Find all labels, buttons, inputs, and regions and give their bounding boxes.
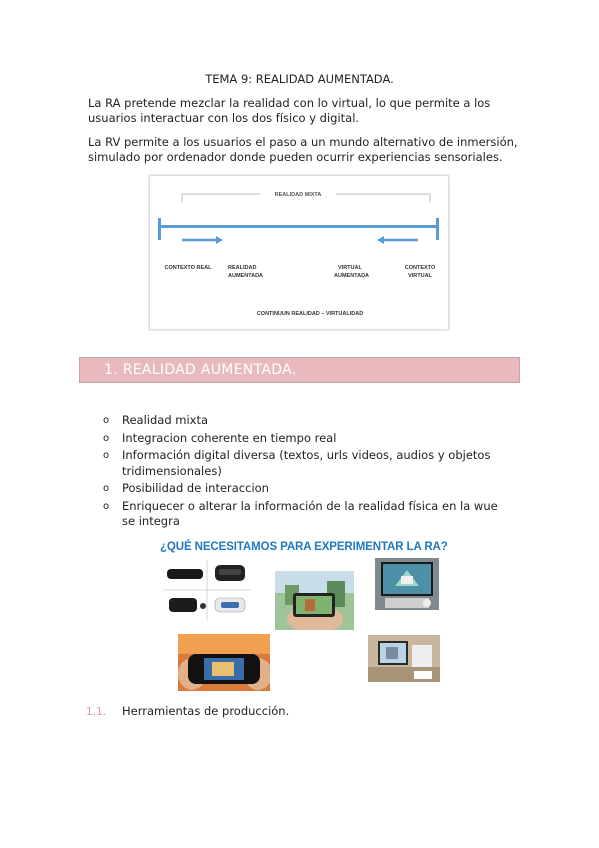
desk-monitor-svg [368,635,440,682]
section-number: 1. [104,362,118,378]
subsection-number: 1.1. [86,706,107,718]
arrow-left-icon [377,236,384,244]
label-aumentada-1: AUMENTADA [228,273,264,279]
bullet-text: Integracion coherente en tiempo real [122,430,337,445]
desk-monitor-photo [368,635,440,682]
label-aumentada-2: AUMENTADA [334,273,370,279]
screen-3d-svg [375,558,439,610]
bullet-marker: o [103,415,110,426]
bullet-marker: o [103,500,110,512]
subsection-heading [86,704,289,718]
headset-icon [167,569,203,579]
headset-icon [169,598,197,612]
bullet-text: Realidad mixta [122,413,209,427]
paragraph-rv: La RV permite a los usuarios el paso a un mundo alternativo de inmersión, simulado por ordenador donde pueden ocurrir experiencias sensoriales. [88,135,518,164]
continuum-diagram [149,175,449,330]
continuum-axis [158,225,439,228]
headsets-image [163,560,251,620]
bullet-marker: o [103,450,110,461]
bullet-text: Enriquecer o alterar la información de la realidad física en la wue se integra [122,498,498,528]
subsection-label: Herramientas de producción. [122,704,290,718]
label-virtual-2: VIRTUAL [408,273,432,279]
image-title: ¿QUÉ NECESITAMOS PARA EXPERIMENTAR LA RA? [160,541,448,553]
label-realidad: REALIDAD [228,265,257,271]
list-item [103,431,513,447]
continuum-caption: CONTINUUN REALIDAD – VIRTUALIDAD [256,311,364,317]
section-label: REALIDAD AUMENTADA. [122,362,297,378]
section-title [104,362,296,378]
continuum-diagram-svg [150,176,448,329]
label-contexto-real: CONTEXTO REAL [164,265,212,271]
bullet-text: Información digital diversa (textos, urls videos, audios y objetos tridimensionales) [122,448,491,478]
axis-right-cap [436,218,439,240]
phone-ar-photo [275,571,354,630]
section-header [79,357,520,383]
page-title: TEMA 9: REALIDAD AUMENTADA. [205,72,394,86]
list-item [103,499,513,530]
label-virtual: VIRTUAL [338,265,362,271]
list-item [103,413,513,429]
bullet-text: Posibilidad de interaccion [122,481,269,495]
paragraph-ra: La RA pretende mezclar la realidad con lo virtual, lo que permite a los usuarios interactuar con los dos físico y digital. [88,96,491,125]
headsets-svg [163,560,251,620]
label-contexto: CONTEXTO [404,265,436,271]
bullet-marker: o [103,432,110,444]
list-item [103,481,513,497]
list-item [103,448,513,479]
bullet-marker: o [103,483,110,494]
bullet-list [103,413,513,532]
handheld-console-photo [178,634,270,691]
screen-3d-photo [375,558,439,610]
phone-ar-svg [275,571,354,630]
arrow-right-icon [216,236,223,244]
handheld-console-svg [178,634,270,691]
mixed-reality-label: REALIDAD MIXTA [274,192,322,198]
axis-left-cap [158,218,161,240]
